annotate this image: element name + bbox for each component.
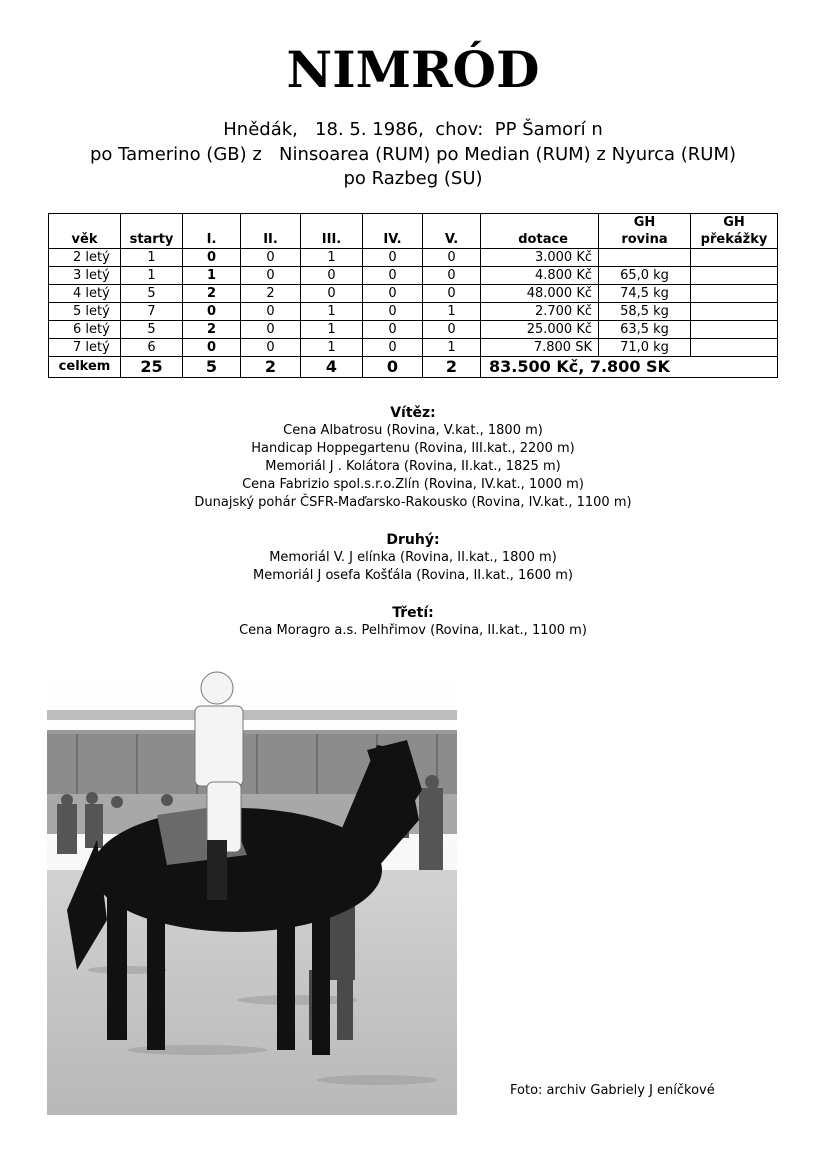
cell-prize: 2.700 Kč [481, 303, 599, 321]
cell-starts: 5 [121, 285, 183, 303]
cell-starts: 6 [121, 339, 183, 357]
col-gh-jumps [691, 214, 778, 249]
cell-gh-jumps [691, 285, 778, 303]
col-first: I. [183, 214, 241, 249]
cell-second: 0 [241, 249, 301, 267]
page-title: NIMRÓD [286, 40, 540, 99]
cell-age: 3 letý [49, 267, 121, 285]
third-section [0, 604, 826, 640]
cell-first: 0 [183, 303, 241, 321]
cell-second: 0 [241, 339, 301, 357]
cell-gh-jumps [691, 267, 778, 285]
cell-prize: 48.000 Kč [481, 285, 599, 303]
table-row [49, 249, 778, 267]
third-heading: Třetí: [392, 605, 434, 621]
col-gh-jumps-bottom: překážky [700, 232, 768, 247]
cell-third: 1 [301, 321, 363, 339]
horse-info-line: Hnědák, 18. 5. 1986, chov: PP Šamorí n [223, 119, 603, 140]
cell-fifth: 0 [423, 249, 481, 267]
race-stats-table [48, 213, 778, 378]
table-row [49, 303, 778, 321]
total-starts: 25 [121, 357, 183, 378]
cell-fifth: 0 [423, 321, 481, 339]
cell-fifth: 1 [423, 339, 481, 357]
winner-heading: Vítěz: [390, 405, 436, 421]
cell-gh-jumps [691, 303, 778, 321]
cell-third: 1 [301, 303, 363, 321]
third-race: Cena Moragro a.s. Pelhřimov (Rovina, II.kat., 1100 m) [239, 623, 587, 638]
col-gh-flat-top: GH [633, 215, 656, 230]
cell-gh-flat: 63,5 kg [599, 321, 691, 339]
cell-second: 0 [241, 267, 301, 285]
cell-gh-flat: 74,5 kg [599, 285, 691, 303]
col-gh-flat-bottom: rovina [621, 232, 668, 247]
total-third: 4 [301, 357, 363, 378]
cell-first: 0 [183, 249, 241, 267]
second-heading: Druhý: [386, 532, 440, 548]
cell-third: 1 [301, 339, 363, 357]
cell-first: 1 [183, 267, 241, 285]
total-fourth: 0 [363, 357, 423, 378]
cell-starts: 1 [121, 249, 183, 267]
col-second: II. [241, 214, 301, 249]
second-section [0, 531, 826, 585]
cell-first: 2 [183, 321, 241, 339]
col-third: III. [301, 214, 363, 249]
cell-fourth: 0 [363, 285, 423, 303]
cell-prize: 7.800 SK [481, 339, 599, 357]
pedigree-line: po Tamerino (GB) z Ninsoarea (RUM) po Median (RUM) z Nyurca (RUM) [89, 144, 737, 165]
winner-race: Cena Fabrizio spol.s.r.o.Zlín (Rovina, IV.kat., 1000 m) [242, 477, 584, 492]
winner-section [0, 404, 826, 512]
winner-race: Dunajský pohár ČSFR-Maďarsko-Rakousko (Rovina, IV.kat., 1100 m) [194, 495, 632, 510]
table-row [49, 285, 778, 303]
cell-gh-jumps [691, 339, 778, 357]
winner-race: Cena Albatrosu (Rovina, V.kat., 1800 m) [283, 423, 543, 438]
cell-starts: 7 [121, 303, 183, 321]
cell-third: 0 [301, 267, 363, 285]
col-prize: dotace [481, 214, 599, 249]
cell-starts: 1 [121, 267, 183, 285]
table-header-row [49, 214, 778, 249]
total-row [49, 357, 778, 378]
table-row [49, 267, 778, 285]
col-fourth: IV. [363, 214, 423, 249]
winner-race: Memoriál J . Kolátora (Rovina, II.kat., 1825 m) [265, 459, 561, 474]
photo-credit: Foto: archiv Gabriely J eníčkové [510, 1083, 715, 1098]
cell-gh-jumps [691, 249, 778, 267]
cell-age: 2 letý [49, 249, 121, 267]
winner-race: Handicap Hoppegartenu (Rovina, III.kat., 2200 m) [251, 441, 575, 456]
table-row [49, 321, 778, 339]
cell-second: 2 [241, 285, 301, 303]
cell-fourth: 0 [363, 267, 423, 285]
total-fifth: 2 [423, 357, 481, 378]
cell-second: 0 [241, 303, 301, 321]
cell-fifth: 0 [423, 285, 481, 303]
total-prize: 83.500 Kč, 7.800 SK [481, 357, 778, 378]
cell-gh-jumps [691, 321, 778, 339]
table-row [49, 339, 778, 357]
cell-fourth: 0 [363, 249, 423, 267]
second-race: Memoriál V. J elínka (Rovina, II.kat., 1800 m) [269, 550, 557, 565]
cell-first: 2 [183, 285, 241, 303]
col-starts: starty [121, 214, 183, 249]
cell-age: 5 letý [49, 303, 121, 321]
cell-prize: 3.000 Kč [481, 249, 599, 267]
cell-gh-flat: 65,0 kg [599, 267, 691, 285]
total-second: 2 [241, 357, 301, 378]
total-first: 5 [183, 357, 241, 378]
cell-second: 0 [241, 321, 301, 339]
col-gh-flat [599, 214, 691, 249]
cell-gh-flat [599, 249, 691, 267]
cell-third: 0 [301, 285, 363, 303]
cell-third: 1 [301, 249, 363, 267]
total-label: celkem [49, 357, 121, 378]
cell-fourth: 0 [363, 339, 423, 357]
cell-age: 4 letý [49, 285, 121, 303]
cell-fourth: 0 [363, 321, 423, 339]
cell-fourth: 0 [363, 303, 423, 321]
second-race: Memoriál J osefa Košťála (Rovina, II.kat., 1600 m) [252, 568, 573, 583]
cell-age: 6 letý [49, 321, 121, 339]
horse-photo [47, 670, 457, 1115]
cell-age: 7 letý [49, 339, 121, 357]
col-fifth: V. [423, 214, 481, 249]
cell-fifth: 1 [423, 303, 481, 321]
cell-starts: 5 [121, 321, 183, 339]
col-age: věk [49, 214, 121, 249]
cell-prize: 4.800 Kč [481, 267, 599, 285]
cell-prize: 25.000 Kč [481, 321, 599, 339]
col-gh-jumps-top: GH [723, 215, 745, 230]
cell-fifth: 0 [423, 267, 481, 285]
cell-gh-flat: 58,5 kg [599, 303, 691, 321]
cell-first: 0 [183, 339, 241, 357]
pedigree-line-2: po Razbeg (SU) [343, 168, 483, 189]
cell-gh-flat: 71,0 kg [599, 339, 691, 357]
